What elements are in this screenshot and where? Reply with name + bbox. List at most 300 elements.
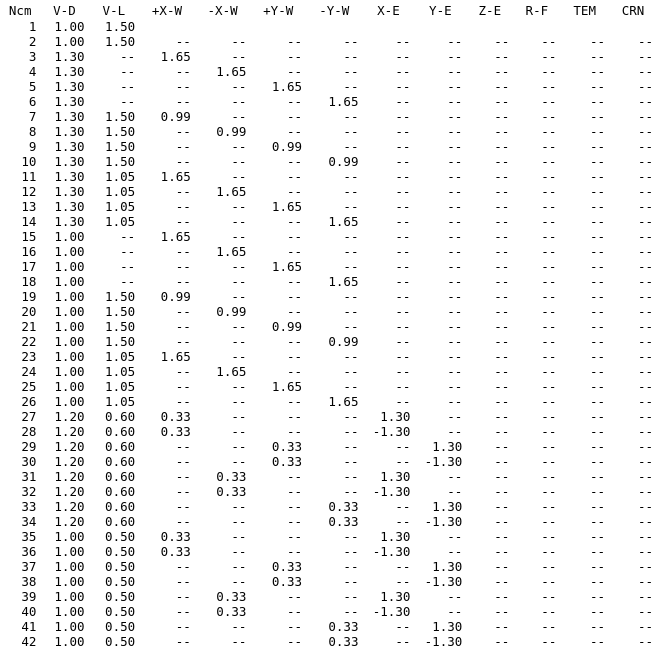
cell-value: 0.33 — [216, 604, 247, 619]
cell-value: -- — [343, 559, 359, 574]
table-row — [0, 484, 657, 499]
table-row — [0, 19, 657, 34]
cell-value: -- — [637, 169, 653, 184]
row-number: 9 — [28, 139, 37, 154]
row-number: 7 — [28, 109, 37, 124]
row-number: 1 — [28, 19, 37, 34]
cell-value: -- — [286, 289, 303, 304]
cell-value: -- — [637, 304, 653, 319]
table-row — [0, 574, 657, 589]
cell-value: -- — [343, 109, 359, 124]
row-number: 29 — [21, 439, 37, 454]
cell-value: -- — [286, 214, 303, 229]
cell-value: -- — [494, 499, 510, 514]
cell-value: -- — [589, 619, 606, 634]
cell-value: -- — [175, 244, 191, 259]
cell-value: -- — [589, 289, 606, 304]
row-number: 40 — [21, 604, 37, 619]
cell-value: -- — [286, 634, 303, 649]
cell-value: -- — [447, 469, 463, 484]
row-number: 6 — [28, 94, 37, 109]
row-number: 18 — [21, 274, 37, 289]
cell-value: -- — [343, 139, 359, 154]
cell-value: 1.20 — [54, 424, 85, 439]
cell-value: -- — [447, 424, 463, 439]
cell-value: -- — [447, 214, 463, 229]
cell-value: -- — [286, 94, 303, 109]
row-number: 24 — [21, 364, 37, 379]
cell-value: -- — [589, 559, 606, 574]
row-number: 39 — [21, 589, 37, 604]
cell-value: -- — [494, 229, 510, 244]
cell-value: -- — [175, 139, 191, 154]
cell-value: -- — [447, 109, 463, 124]
cell-value: -- — [637, 529, 653, 544]
row-number: 38 — [21, 574, 37, 589]
cell-value: 1.50 — [105, 34, 136, 49]
cell-value: 0.99 — [216, 304, 247, 319]
cell-value: 1.05 — [105, 214, 136, 229]
cell-value: -1.30 — [372, 484, 411, 499]
cell-value: -- — [637, 349, 653, 364]
cell-value: -- — [637, 64, 653, 79]
cell-value: -- — [395, 334, 411, 349]
cell-value: -- — [447, 169, 463, 184]
cell-value: -- — [541, 454, 557, 469]
cell-value: 1.20 — [54, 499, 85, 514]
cell-value: -- — [541, 139, 557, 154]
cell-value: -- — [541, 589, 557, 604]
cell-value: -- — [494, 469, 510, 484]
cell-value: -- — [395, 559, 411, 574]
cell-value: -- — [343, 304, 359, 319]
cell-value: -- — [541, 64, 557, 79]
cell-value: -- — [395, 439, 411, 454]
cell-value: -- — [447, 154, 463, 169]
cell-value: -- — [343, 379, 359, 394]
cell-value: 0.33 — [216, 589, 247, 604]
cell-value: -- — [589, 184, 606, 199]
cell-value: 1.30 — [54, 49, 85, 64]
cell-value: 1.00 — [54, 364, 85, 379]
cell-value: -- — [589, 49, 606, 64]
cell-value: -- — [637, 589, 653, 604]
cell-value — [609, 19, 657, 34]
cell-value: -- — [231, 259, 247, 274]
cell-value: -- — [494, 109, 510, 124]
cell-value: 0.50 — [105, 559, 136, 574]
cell-value: -- — [231, 49, 247, 64]
table-row — [0, 214, 657, 229]
row-number: 10 — [21, 154, 37, 169]
cell-value: -- — [395, 274, 411, 289]
row-number: 30 — [21, 454, 37, 469]
cell-value: -- — [447, 529, 463, 544]
cell-value: 1.65 — [328, 274, 359, 289]
cell-value: -1.30 — [372, 544, 411, 559]
cell-value: -- — [231, 559, 247, 574]
cell-value: -- — [494, 289, 510, 304]
row-number: 12 — [21, 184, 37, 199]
cell-value: 1.65 — [160, 49, 191, 64]
row-number: 14 — [21, 214, 37, 229]
cell-value: 1.65 — [160, 229, 191, 244]
cell-value: -- — [231, 439, 247, 454]
cell-value: -- — [494, 574, 510, 589]
row-number: 35 — [21, 529, 37, 544]
cell-value: -- — [175, 589, 191, 604]
cell-value: -- — [231, 619, 247, 634]
cell-value: -- — [447, 544, 463, 559]
row-number: 31 — [21, 469, 37, 484]
cell-value: -- — [286, 364, 303, 379]
cell-value: 1.30 — [54, 214, 85, 229]
cell-value: -- — [541, 394, 557, 409]
cell-value: -- — [589, 529, 606, 544]
table-row — [0, 454, 657, 469]
row-number: 36 — [21, 544, 37, 559]
cell-value: -- — [395, 154, 411, 169]
cell-value: -- — [541, 514, 557, 529]
cell-value: -- — [231, 154, 247, 169]
cell-value: 1.65 — [271, 79, 303, 94]
cell-value: -- — [589, 484, 606, 499]
cell-value: -- — [541, 349, 557, 364]
cell-value: -- — [447, 589, 463, 604]
cell-value: -- — [231, 334, 247, 349]
cell-value: -- — [395, 499, 411, 514]
cell-value: -- — [175, 319, 191, 334]
cell-value — [513, 19, 560, 34]
cell-value: -- — [447, 94, 463, 109]
cell-value: -- — [589, 34, 606, 49]
cell-value: -- — [589, 424, 606, 439]
cell-value: -- — [589, 169, 606, 184]
cell-value: 1.65 — [216, 64, 247, 79]
cell-value — [195, 19, 251, 34]
cell-value: -- — [447, 184, 463, 199]
cell-value: -- — [637, 214, 653, 229]
cell-value: -- — [637, 544, 653, 559]
cell-value: -- — [231, 94, 247, 109]
cell-value: -- — [286, 619, 303, 634]
cell-value: -- — [231, 394, 247, 409]
cell-value: -1.30 — [372, 604, 411, 619]
cell-value: -- — [589, 439, 606, 454]
cell-value: -- — [286, 424, 303, 439]
cell-value — [466, 19, 513, 34]
cell-value: -- — [343, 229, 359, 244]
cell-value: -- — [286, 154, 303, 169]
cell-value: -- — [541, 544, 557, 559]
table-row — [0, 169, 657, 184]
table-row — [0, 394, 657, 409]
cell-value: 1.00 — [54, 34, 85, 49]
cell-value: -- — [541, 94, 557, 109]
cell-value: 1.30 — [380, 529, 411, 544]
cell-value: -- — [637, 94, 653, 109]
row-number: 4 — [28, 64, 37, 79]
cell-value: 0.99 — [328, 154, 359, 169]
table-row — [0, 259, 657, 274]
cell-value: -- — [175, 469, 191, 484]
cell-value: 1.00 — [54, 634, 85, 649]
cell-value: -- — [637, 394, 653, 409]
table-row — [0, 79, 657, 94]
cell-value: -- — [343, 184, 359, 199]
cell-value: -- — [343, 49, 359, 64]
column-header-y-w-plus: +Y-W — [263, 3, 294, 18]
cell-value: -- — [286, 589, 303, 604]
table-body — [0, 19, 657, 649]
cell-value: -- — [231, 379, 247, 394]
cell-value: -- — [286, 604, 303, 619]
cell-value: 1.20 — [54, 439, 85, 454]
cell-value — [414, 19, 466, 34]
cell-value: -- — [494, 244, 510, 259]
cell-value: -- — [541, 259, 557, 274]
cell-value: -- — [494, 364, 510, 379]
cell-value: -- — [343, 289, 359, 304]
cell-value: -- — [175, 274, 191, 289]
cell-value: -- — [175, 64, 191, 79]
cell-value: -- — [175, 499, 191, 514]
cell-value: -- — [286, 124, 303, 139]
row-number: 5 — [28, 79, 37, 94]
cell-value: 0.33 — [271, 559, 303, 574]
cell-value: -- — [494, 34, 510, 49]
cell-value: -- — [286, 244, 303, 259]
table-row — [0, 139, 657, 154]
cell-value: -- — [541, 109, 557, 124]
cell-value: -- — [541, 319, 557, 334]
cell-value: 1.30 — [54, 64, 85, 79]
cell-value: -- — [637, 484, 653, 499]
cell-value: -- — [494, 619, 510, 634]
cell-value: 0.50 — [105, 574, 136, 589]
cell-value: -- — [541, 499, 557, 514]
cell-value: -- — [589, 409, 606, 424]
cell-value: -- — [541, 439, 557, 454]
cell-value: 1.00 — [54, 394, 85, 409]
cell-value: 1.05 — [105, 169, 136, 184]
cell-value: -- — [120, 244, 136, 259]
cell-value: -- — [395, 619, 411, 634]
cell-value: -- — [589, 244, 606, 259]
cell-value: -- — [637, 244, 653, 259]
cell-value: -- — [175, 214, 191, 229]
cell-value: 1.65 — [271, 199, 303, 214]
cell-value: -- — [494, 79, 510, 94]
table-row — [0, 94, 657, 109]
cell-value: -- — [494, 154, 510, 169]
row-number: 34 — [21, 514, 37, 529]
cell-value: -- — [395, 304, 411, 319]
cell-value: -- — [395, 79, 411, 94]
cell-value: -- — [637, 259, 653, 274]
combination-table — [0, 3, 657, 649]
cell-value: 0.99 — [271, 139, 303, 154]
cell-value: -- — [120, 94, 136, 109]
cell-value: -- — [395, 349, 411, 364]
row-number: 11 — [21, 169, 37, 184]
cell-value: -- — [447, 304, 463, 319]
cell-value: -- — [494, 349, 510, 364]
cell-value: -- — [286, 64, 303, 79]
table-row — [0, 199, 657, 214]
cell-value: -- — [541, 559, 557, 574]
cell-value: -- — [494, 589, 510, 604]
cell-value: 1.20 — [54, 484, 85, 499]
cell-value: 0.99 — [160, 109, 191, 124]
row-number: 33 — [21, 499, 37, 514]
cell-value: 1.05 — [105, 379, 136, 394]
cell-value: 1.20 — [54, 454, 85, 469]
cell-value: -- — [589, 589, 606, 604]
cell-value: -- — [589, 154, 606, 169]
cell-value: -- — [541, 124, 557, 139]
cell-value: 1.50 — [105, 289, 136, 304]
column-header-ncm: Ncm — [8, 3, 32, 18]
cell-value: -- — [541, 244, 557, 259]
row-number: 13 — [21, 199, 37, 214]
table-row — [0, 334, 657, 349]
column-header-v-d: V-D — [53, 3, 76, 18]
cell-value: -- — [494, 214, 510, 229]
cell-value: -- — [447, 274, 463, 289]
cell-value: -- — [637, 634, 653, 649]
cell-value: -- — [494, 49, 510, 64]
cell-value: -- — [395, 139, 411, 154]
table-header-row — [0, 3, 657, 19]
cell-value: -- — [637, 49, 653, 64]
cell-value: -1.30 — [372, 424, 411, 439]
row-number: 27 — [21, 409, 37, 424]
cell-value: 1.00 — [54, 289, 85, 304]
cell-value: -- — [637, 154, 653, 169]
cell-value: -- — [637, 319, 653, 334]
cell-value: 0.33 — [271, 574, 303, 589]
cell-value: -- — [231, 574, 247, 589]
cell-value: -- — [589, 64, 606, 79]
cell-value: -- — [494, 394, 510, 409]
cell-value: -- — [541, 49, 557, 64]
cell-value — [139, 19, 195, 34]
cell-value: 1.30 — [54, 124, 85, 139]
cell-value: -- — [231, 409, 247, 424]
cell-value: 1.30 — [380, 469, 411, 484]
cell-value: 0.99 — [216, 124, 247, 139]
cell-value: 1.50 — [105, 19, 136, 34]
cell-value: -- — [637, 574, 653, 589]
cell-value: 1.65 — [160, 349, 191, 364]
cell-value: -- — [447, 319, 463, 334]
table-row — [0, 319, 657, 334]
cell-value: 1.30 — [432, 499, 463, 514]
cell-value: -- — [231, 634, 247, 649]
cell-value: -- — [541, 229, 557, 244]
cell-value: 0.60 — [105, 454, 136, 469]
cell-value: -- — [175, 259, 191, 274]
row-number: 41 — [21, 619, 37, 634]
cell-value: -- — [395, 214, 411, 229]
cell-value: 0.60 — [105, 439, 136, 454]
cell-value: -- — [175, 334, 191, 349]
cell-value: -- — [589, 454, 606, 469]
cell-value: -- — [286, 49, 303, 64]
cell-value: -- — [231, 139, 247, 154]
row-number: 19 — [21, 289, 37, 304]
cell-value: -- — [541, 274, 557, 289]
cell-value: -- — [589, 199, 606, 214]
cell-value: -- — [175, 604, 191, 619]
cell-value: 1.50 — [105, 109, 136, 124]
cell-value: -- — [286, 184, 303, 199]
cell-value: -- — [494, 184, 510, 199]
cell-value: -- — [541, 409, 557, 424]
cell-value: -- — [231, 544, 247, 559]
cell-value: -- — [286, 529, 303, 544]
column-header-r-f: R-F — [525, 3, 549, 18]
cell-value: -- — [395, 49, 411, 64]
cell-value: -- — [395, 634, 411, 649]
cell-value: -- — [589, 79, 606, 94]
cell-value: -- — [175, 379, 191, 394]
cell-value: -- — [447, 139, 463, 154]
cell-value: 1.00 — [54, 274, 85, 289]
table-row — [0, 349, 657, 364]
cell-value: 0.33 — [160, 424, 191, 439]
cell-value: -- — [175, 79, 191, 94]
cell-value: -- — [120, 259, 136, 274]
cell-value: 0.60 — [105, 409, 136, 424]
cell-value: 1.30 — [432, 439, 463, 454]
cell-value: 0.99 — [160, 289, 191, 304]
cell-value: 1.50 — [105, 139, 136, 154]
cell-value: -- — [175, 634, 191, 649]
cell-value: 1.00 — [54, 334, 85, 349]
cell-value: 0.33 — [160, 409, 191, 424]
cell-value: -- — [286, 409, 303, 424]
cell-value: -- — [395, 64, 411, 79]
cell-value: -- — [395, 34, 411, 49]
cell-value: -- — [637, 409, 653, 424]
cell-value: -- — [637, 199, 653, 214]
cell-value: -- — [494, 604, 510, 619]
cell-value: -- — [541, 604, 557, 619]
cell-value: 1.00 — [54, 259, 85, 274]
cell-value: -- — [447, 199, 463, 214]
column-header-y-w-minus: -Y-W — [319, 3, 350, 18]
cell-value: -- — [589, 499, 606, 514]
cell-value: 0.50 — [105, 544, 136, 559]
cell-value: 1.30 — [54, 94, 85, 109]
cell-value: -- — [395, 514, 411, 529]
table-row — [0, 184, 657, 199]
cell-value: -- — [343, 424, 359, 439]
cell-value: 1.00 — [54, 229, 85, 244]
cell-value: -- — [120, 79, 136, 94]
cell-value: -- — [494, 424, 510, 439]
cell-value: -- — [589, 634, 606, 649]
row-number: 3 — [28, 49, 37, 64]
cell-value: -- — [175, 454, 191, 469]
cell-value: 1.65 — [216, 244, 247, 259]
cell-value — [362, 19, 414, 34]
row-number: 42 — [21, 634, 37, 649]
row-number: 22 — [21, 334, 37, 349]
cell-value: -- — [175, 484, 191, 499]
